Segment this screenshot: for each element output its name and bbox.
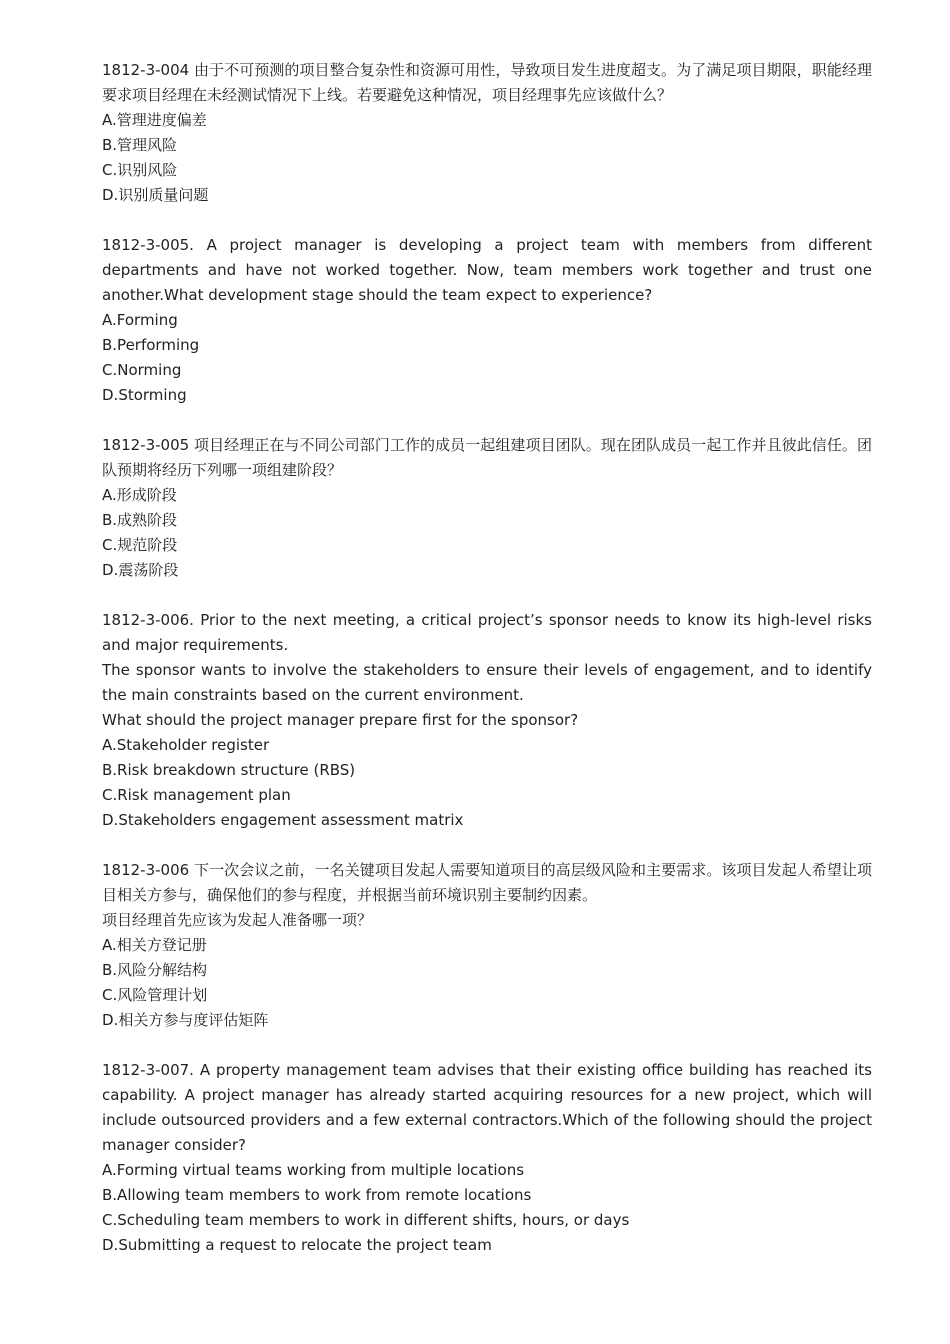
option-d: D.Stakeholders engagement assessment matrix (102, 811, 464, 829)
document-page (102, 58, 872, 1283)
option-d: D.Submitting a request to relocate the project team (102, 1236, 492, 1254)
option-c: C.风险管理计划 (102, 986, 208, 1004)
option-b: B.Performing (102, 336, 200, 354)
question-1812-3-005-cn (102, 433, 872, 583)
question-text: What should the project manager prepare first for the sponsor? (102, 711, 579, 729)
option-a: A.Forming (102, 311, 178, 329)
option-c: C.识别风险 (102, 161, 178, 179)
option-b: B.成熟阶段 (102, 511, 178, 529)
question-1812-3-007-en (102, 1058, 872, 1258)
option-d: D.Storming (102, 386, 187, 404)
question-text: 1812-3-005. A project manager is developing a project team with members from different departments and have not worked together. Now, team members work together and trust one another.What development stage should the team expect to experience? (102, 236, 872, 304)
question-text: 项目经理首先应该为发起人准备哪一项？ (102, 911, 373, 929)
question-text: 1812-3-006 下一次会议之前，一名关键项目发起人需要知道项目的高层级风险和主要需求。该项目发起人希望让项目相关方参与，确保他们的参与程度，并根据当前环境识别主要制约因素。 (102, 861, 872, 904)
question-text: 1812-3-005 项目经理正在与不同公司部门工作的成员一起组建项目团队。现在团队成员一起工作并且彼此信任。团队预期将经历下列哪一项组建阶段？ (102, 436, 872, 479)
question-1812-3-006-en (102, 608, 872, 833)
option-a: A.形成阶段 (102, 486, 177, 504)
option-d: D.震荡阶段 (102, 561, 179, 579)
option-c: C.Risk management plan (102, 786, 291, 804)
question-text: 1812-3-007. A property management team advises that their existing office building has reached its capability. A project manager has already started acquiring resources for a new project, which will include outsourced providers and a few external contractors.Which of the following should the project manager consider? (102, 1061, 872, 1154)
option-a: A.相关方登记册 (102, 936, 207, 954)
question-text: The sponsor wants to involve the stakeholders to ensure their levels of engagement, and to identify the main constraints based on the current environment. (102, 661, 872, 704)
option-d: D.识别质量问题 (102, 186, 209, 204)
question-1812-3-004-cn (102, 58, 872, 208)
option-a: A.管理进度偏差 (102, 111, 207, 129)
option-d: D.相关方参与度评估矩阵 (102, 1011, 269, 1029)
option-b: B.Risk breakdown structure (RBS) (102, 761, 356, 779)
option-c: C.Scheduling team members to work in different shifts, hours, or days (102, 1211, 630, 1229)
question-text: 1812-3-006. Prior to the next meeting, a critical project’s sponsor needs to know its high-level risks and major requirements. (102, 611, 872, 654)
question-1812-3-006-cn (102, 858, 872, 1033)
option-b: B.Allowing team members to work from remote locations (102, 1186, 532, 1204)
option-b: B.风险分解结构 (102, 961, 208, 979)
option-c: C.Norming (102, 361, 182, 379)
question-1812-3-005-en (102, 233, 872, 408)
option-c: C.规范阶段 (102, 536, 178, 554)
option-b: B.管理风险 (102, 136, 178, 154)
question-text: 1812-3-004 由于不可预测的项目整合复杂性和资源可用性，导致项目发生进度超支。为了满足项目期限，职能经理要求项目经理在未经测试情况下上线。若要避免这种情况，项目经理事先应该做什么？ (102, 61, 872, 104)
option-a: A.Stakeholder register (102, 736, 270, 754)
option-a: A.Forming virtual teams working from multiple locations (102, 1161, 525, 1179)
